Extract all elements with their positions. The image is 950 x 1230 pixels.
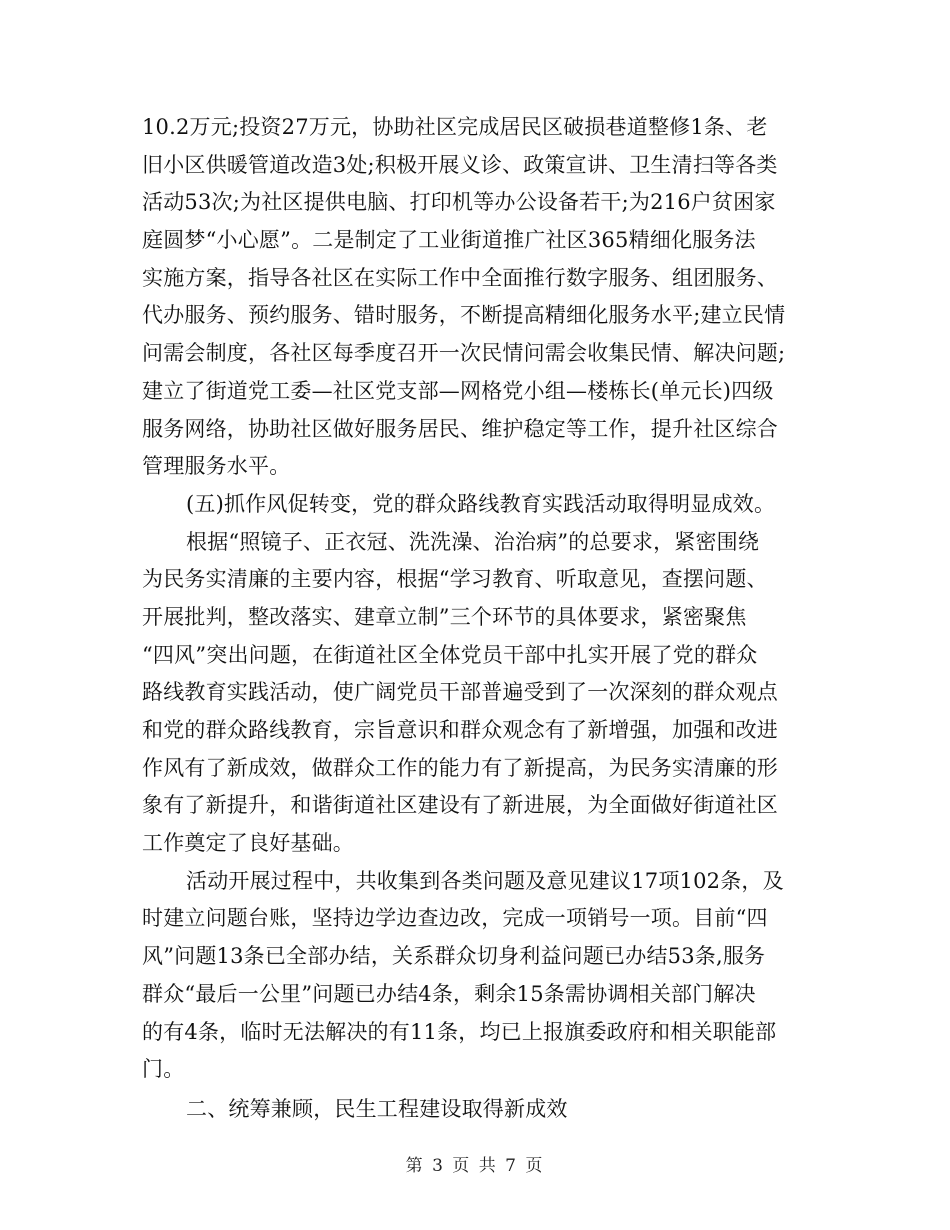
text-line: 路线教育实践活动，使广阔党员干部普遍受到了一次深刻的群众观点: [142, 680, 778, 705]
document-body: [142, 109, 808, 1129]
text-line: 开展批判，整改落实、建章立制”三个环节的具体要求，紧密聚焦: [142, 604, 747, 629]
text-line: 旧小区供暖管道改造3处;积极开展义诊、政策宣讲、卫生清扫等各类: [142, 152, 778, 177]
text-line: 管理服务水平。: [142, 454, 291, 479]
section-heading: (五)抓作风促转变，党的群众路线教育实践活动取得明显成效。: [186, 491, 776, 516]
text-line: 和党的群众路线教育，宗旨意识和群众观念有了新增强，加强和改进: [142, 718, 778, 742]
text-line: 为民务实清廉的主要内容，根据“学习教育、听取意见，查摆问题、: [142, 567, 768, 592]
text-line: 群众“最后一公里”问题已办结4条，剩余15条需协调相关部门解决: [142, 981, 756, 1006]
text-line: 工作奠定了良好基础。: [142, 831, 354, 856]
text-line: 10.2万元;投资27万元，协助社区完成居民区破损巷道整修1条、老: [142, 115, 768, 139]
text-line: 建立了街道党工委—社区党支部—网格党小组—楼栋长(单元长)四级: [142, 378, 774, 403]
text-line: 根据“照镜子、正衣冠、洗洗澡、治治病”的总要求，紧密围绕: [186, 529, 760, 554]
text-line: 问需会制度，各社区每季度召开一次民情问需会收集民情、解决问题;: [142, 341, 786, 366]
text-line: 风”问题13条已全部办结，关系群众切身利益问题已办结53条,服务: [142, 944, 766, 969]
text-line: 时建立问题台账，坚持边学边查边改，完成一项销号一项。目前“四: [142, 906, 768, 931]
text-line: 服务网络，协助社区做好服务居民、维护稳定等工作，提升社区综合: [142, 416, 778, 441]
text-line: 活动开展过程中，共收集到各类问题及意见建议17项102条，及: [186, 868, 784, 893]
text-line: 的有4条，临时无法解决的有11条，均已上报旗委政府和相关职能部: [142, 1019, 777, 1044]
text-line: 庭圆梦“小心愿”。二是制定了工业街道推广社区365精细化服务法: [142, 228, 756, 253]
text-line: “四风”突出问题，在街道社区全体党员干部中扎实开展了党的群众: [142, 642, 758, 667]
text-line: 代办服务、预约服务、错时服务，不断提高精细化服务水平;建立民情: [142, 303, 786, 328]
text-line: 象有了新提升，和谐街道社区建设有了新进展，为全面做好街道社区: [142, 793, 778, 818]
text-line: 作风有了新成效，做群众工作的能力有了新提高，为民务实清廉的形: [142, 755, 778, 780]
section-heading: 二、统筹兼顾，民生工程建设取得新成效: [186, 1096, 568, 1121]
text-line: 活动53次;为社区提供电脑、打印机等办公设备若干;为216户贫困家: [142, 190, 776, 215]
page-footer: 第 3 页 共 7 页: [405, 1156, 545, 1176]
text-line: 门。: [142, 1057, 185, 1082]
text-line: 实施方案，指导各社区在实际工作中全面推行数字服务、组团服务、: [142, 265, 778, 290]
